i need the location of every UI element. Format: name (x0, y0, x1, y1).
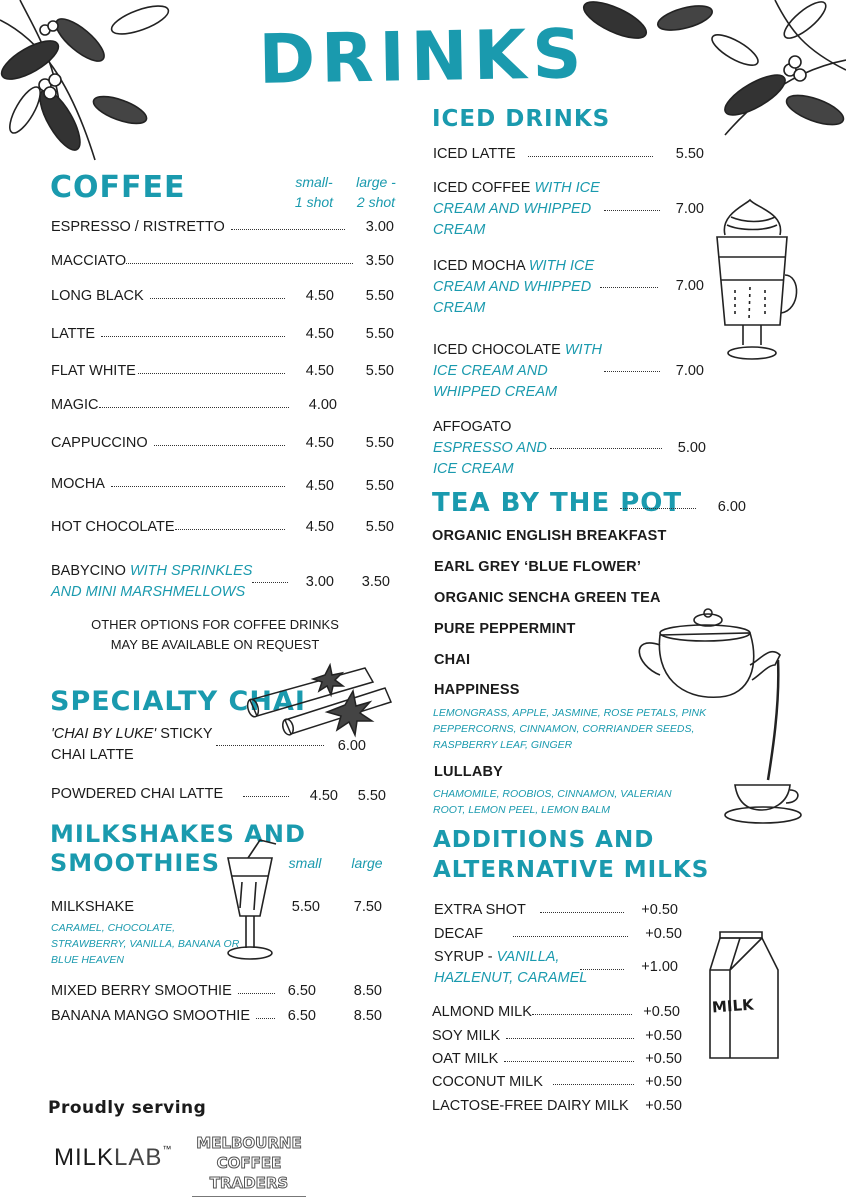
item-name: MIXED BERRY SMOOTHIE (51, 983, 232, 999)
item-name: CAPPUCCINO (51, 435, 148, 451)
item-price-large: 8.50 (353, 983, 382, 999)
item-price-large: 5.50 (365, 435, 394, 451)
item-price-large: 5.50 (365, 326, 394, 342)
tea-item: CHAI (434, 652, 471, 668)
item-desc: CREAM AND WHIPPED (433, 279, 592, 295)
item-name: ICED MOCHA (433, 258, 525, 274)
item-desc: WITH ICE (528, 258, 595, 274)
leader-dots (600, 287, 658, 288)
item-price-large: 7.50 (353, 899, 382, 915)
item-price: 7.00 (675, 201, 704, 217)
item-desc: HAZLENUT, CARAMEL (434, 970, 588, 986)
leader-dots (540, 912, 624, 913)
item-name: DECAF (434, 926, 484, 942)
list-item (51, 253, 359, 269)
tea-item: PURE PEPPERMINT (434, 621, 576, 637)
teapot-pouring-illustration (630, 605, 810, 830)
item-price-small: 3.00 (305, 574, 334, 590)
item-name: ESPRESSO / RISTRETTO (51, 219, 225, 235)
additions-heading (433, 828, 709, 882)
lullaby-desc-line1: CHAMOMILE, ROOBIOS, CINNAMON, VALERIAN (433, 788, 672, 800)
item-name: OAT MILK (432, 1051, 499, 1067)
additions-heading-line1: ADDITIONS AND (433, 827, 655, 853)
tea-item: ORGANIC SENCHA GREEN TEA (434, 590, 661, 606)
item-price-small: 6.50 (287, 983, 316, 999)
list-item (432, 1028, 640, 1044)
coffee-heading: COFFEE (50, 170, 186, 205)
item-desc: AND MINI MARSHMELLOWS (51, 584, 246, 600)
item-sep: - (483, 949, 497, 965)
item-name: ALMOND MILK (432, 1004, 532, 1020)
mct-line1: MELBOURNE (196, 1134, 302, 1152)
item-price-large: 5.50 (365, 363, 394, 379)
milklab-logo (54, 1144, 172, 1172)
item-name-line2: CHAI LATTE (51, 747, 134, 763)
item-price-small: 4.50 (309, 788, 338, 804)
item-desc: CREAM AND WHIPPED (433, 201, 592, 217)
leader-dots (175, 529, 285, 530)
item-price: 7.00 (675, 363, 704, 379)
tea-heading: TEA BY THE POT (432, 488, 683, 518)
coffee-col-large-line1: large - (356, 174, 396, 190)
coffee-col-small (286, 172, 342, 212)
list-item (432, 1004, 638, 1020)
list-item (51, 363, 291, 379)
tea-item-lullaby: LULLABY (434, 764, 504, 780)
item-price: +0.50 (641, 902, 678, 918)
milk-carton-label: MILK (711, 995, 755, 1017)
item-price: 6.00 (337, 738, 366, 754)
list-item (433, 146, 659, 162)
leader-dots (252, 582, 288, 583)
item-name: FLAT WHITE (51, 363, 136, 379)
item-price: 7.00 (675, 278, 704, 294)
list-item (432, 1051, 640, 1067)
list-item (51, 983, 281, 999)
item-desc: WITH (564, 342, 602, 358)
leader-dots (604, 371, 660, 372)
item-price-small: 4.50 (305, 288, 334, 304)
item-desc: WITH ICE (534, 180, 600, 196)
item-name: ICED COFFEE (433, 180, 531, 196)
item-name: MILKSHAKE (51, 899, 134, 915)
chai-item-sticky (51, 724, 231, 766)
milkshake-item (51, 897, 251, 918)
happiness-desc-line2: PEPPERCORNS, CINNAMON, CORRIANDER SEEDS, (433, 723, 695, 735)
leader-dots (231, 229, 345, 230)
leader-dots (604, 210, 660, 211)
milklab-logo-milk: MILK (54, 1144, 115, 1171)
leader-dots (99, 407, 289, 408)
cinnamon-star-anise-illustration (245, 660, 395, 740)
list-item (51, 1008, 281, 1024)
item-price-large: 8.50 (353, 1008, 382, 1024)
list-item (51, 519, 291, 535)
flavours-line3: BLUE HEAVEN (51, 954, 124, 966)
coffee-note (40, 615, 390, 655)
additions-heading-line2: ALTERNATIVE MILKS (433, 857, 710, 884)
item-price: +0.50 (645, 1074, 682, 1090)
item-desc: VANILLA, (496, 949, 560, 965)
happiness-desc-line1: LEMONGRASS, APPLE, JASMINE, ROSE PETALS, PINK (433, 707, 707, 719)
item-desc: ESPRESSO AND (433, 440, 547, 456)
iced-heading: ICED DRINKS (432, 106, 611, 132)
item-name: STICKY (160, 726, 213, 742)
milkshakes-col-large: large (351, 855, 383, 871)
leader-dots (101, 336, 285, 337)
item-price: +0.50 (645, 1051, 682, 1067)
leader-dots (126, 263, 353, 264)
list-item (51, 435, 291, 451)
item-name: MACCIATO (51, 253, 127, 269)
item-name: SYRUP (434, 949, 484, 965)
list-item (51, 476, 291, 492)
leader-dots (154, 445, 285, 446)
flavours-line2: STRAWBERRY, VANILLA, BANANA OR (51, 938, 240, 950)
coffee-col-small-line2: 1 shot (294, 194, 334, 210)
mct-line2: COFFEE TRADERS (209, 1154, 289, 1192)
iced-coffee-item (433, 178, 613, 241)
item-price-small: 4.50 (305, 478, 334, 494)
coffee-col-large (348, 172, 404, 212)
item-price-large: 5.50 (365, 478, 394, 494)
list-item (432, 1098, 640, 1114)
milkshakes-heading-line1: MILKSHAKES AND (50, 820, 306, 848)
item-price-large: 5.50 (357, 788, 386, 804)
happiness-desc-line3: RASPBERRY LEAF, GINGER (433, 739, 573, 751)
proudly-serving-text: Proudly serving (48, 1098, 207, 1118)
item-name: MAGIC (51, 397, 99, 413)
syrup-item (434, 947, 604, 989)
milkshakes-heading-line2: SMOOTHIES (50, 849, 221, 878)
leader-dots (238, 993, 275, 994)
iced-mocha-item (433, 256, 613, 319)
item-price: 5.00 (677, 440, 706, 456)
list-item (432, 1074, 640, 1090)
item-price-small: 4.50 (305, 326, 334, 342)
leader-dots (504, 1061, 634, 1062)
item-price-small: 4.50 (305, 363, 334, 379)
tea-item: ORGANIC ENGLISH BREAKFAST (432, 528, 667, 544)
item-price: +0.50 (643, 1004, 680, 1020)
list-item (51, 219, 351, 235)
item-name: MOCHA (51, 476, 105, 492)
leader-dots (243, 796, 289, 797)
item-price-small: 4.00 (308, 397, 337, 413)
item-name: POWDERED CHAI LATTE (51, 786, 224, 802)
item-name: AFFOGATO (433, 419, 512, 435)
milkshake-flavours (51, 920, 251, 968)
list-item (51, 326, 291, 342)
item-price-small: 4.50 (305, 519, 334, 535)
coffee-note-line2: MAY BE AVAILABLE ON REQUEST (110, 637, 320, 652)
item-name: COCONUT MILK (432, 1074, 543, 1090)
mct-underline (192, 1196, 306, 1197)
lullaby-desc-line2: ROOT, LEMON PEEL, LEMON BALM (433, 804, 610, 816)
item-price-small: 6.50 (287, 1008, 316, 1024)
page-title: DRINKS (257, 15, 589, 100)
list-item (51, 786, 295, 802)
melbourne-coffee-traders-logo (184, 1133, 314, 1197)
item-price: 5.50 (675, 146, 704, 162)
item-name: LONG BLACK (51, 288, 144, 304)
tea-item: EARL GREY ‘BLUE FLOWER’ (434, 559, 642, 575)
coffee-col-large-line2: 2 shot (356, 194, 396, 210)
item-name: LATTE (51, 326, 96, 342)
item-desc: ICE CREAM (433, 461, 514, 477)
tea-price: 6.00 (717, 499, 746, 515)
leader-dots (550, 448, 662, 449)
item-desc: CREAM (433, 222, 486, 238)
item-name: SOY MILK (432, 1028, 501, 1044)
iced-chocolate-item (433, 340, 613, 403)
babycino-item (51, 561, 261, 603)
leader-dots (528, 156, 653, 157)
item-desc: CREAM (433, 300, 486, 316)
item-price: +0.50 (645, 1098, 682, 1114)
item-price: +0.50 (645, 926, 682, 942)
list-item (51, 288, 291, 304)
list-item (434, 902, 630, 918)
item-desc: ICE CREAM AND (433, 363, 548, 379)
leader-dots (506, 1038, 634, 1039)
leader-dots (216, 745, 324, 746)
item-price-large: 3.50 (361, 574, 390, 590)
leader-dots (513, 936, 628, 937)
chai-heading: SPECIALTY CHAI (50, 686, 306, 717)
milkshakes-col-small: small (288, 855, 322, 871)
item-name: EXTRA SHOT (434, 902, 526, 918)
item-price-small: 4.50 (305, 435, 334, 451)
list-item (434, 926, 634, 942)
leader-dots (532, 1014, 632, 1015)
item-price-large: 5.50 (365, 288, 394, 304)
milklab-logo-lab: LAB (114, 1144, 163, 1171)
item-name: BANANA MANGO SMOOTHIE (51, 1008, 250, 1024)
list-item (51, 397, 295, 413)
leader-dots (150, 298, 285, 299)
leader-dots (553, 1084, 634, 1085)
item-name: ICED LATTE (433, 146, 516, 162)
item-name: LACTOSE-FREE DAIRY MILK (432, 1098, 629, 1114)
leader-dots (620, 508, 696, 509)
item-price-large: 5.50 (365, 519, 394, 535)
coffee-note-line1: OTHER OPTIONS FOR COFFEE DRINKS (91, 617, 339, 632)
item-name: HOT CHOCOLATE (51, 519, 175, 535)
tea-item-happiness: HAPPINESS (434, 682, 520, 698)
leader-dots (580, 969, 624, 970)
coffee-col-small-line1: small- (295, 174, 333, 190)
item-price-large: 3.50 (365, 253, 394, 269)
leader-dots (138, 373, 285, 374)
leader-dots (111, 486, 285, 487)
item-price-large: 3.00 (365, 219, 394, 235)
item-price: +1.00 (641, 959, 678, 975)
item-price: +0.50 (645, 1028, 682, 1044)
item-price-small: 5.50 (291, 899, 320, 915)
item-desc: WITH SPRINKLES (129, 563, 253, 579)
iced-drink-glass-illustration (705, 195, 805, 370)
item-quote: 'CHAI BY LUKE' (51, 726, 157, 742)
item-name: BABYCINO (51, 563, 126, 579)
flavours-line1: CARAMEL, CHOCOLATE, (51, 922, 176, 934)
item-name: ICED CHOCOLATE (433, 342, 561, 358)
milklab-logo-tm: ™ (162, 1144, 173, 1154)
item-desc: WHIPPED CREAM (433, 384, 558, 400)
